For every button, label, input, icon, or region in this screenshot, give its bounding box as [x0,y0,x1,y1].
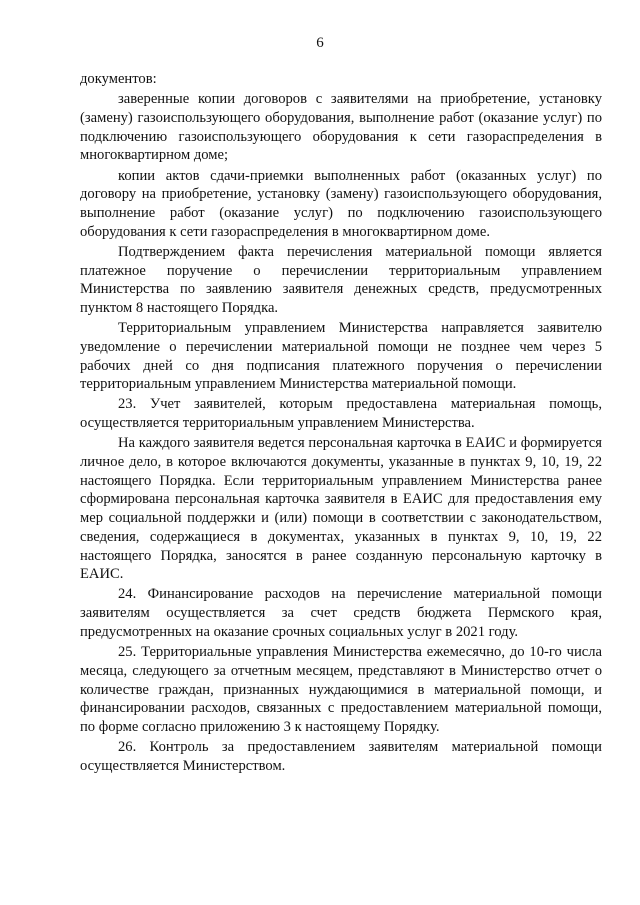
paragraph-item-23: 23. Учет заявителей, которым предоставлена материальная помощь, осуществляется территориальным управлением Министерства. [80,396,602,432]
page-number: 6 [316,35,324,51]
paragraph-acceptance-acts: копии актов сдачи-приемки выполненных работ (оказанных услуг) по договору на приобретение, установку (замену) газоиспользующего оборудования, выполнение работ (оказание услуг) по подключению газоиспользующего оборудования к сети газораспределения в многоквартирном доме. [80,167,602,240]
paragraph-item-24: 24. Финансирование расходов на перечисление материальной помощи заявителям осуществляется за счет средств бюджета Пермского края, предусмотренных на оказание срочных социальных услуг в 2021 году. [80,586,602,640]
paragraph-item-26: 26. Контроль за предоставлением заявителям материальной помощи осуществляется Министерством. [80,739,602,774]
paragraph-payment-confirmation: Подтверждением факта перечисления материальной помощи является платежное поручение о перечислении территориальным управлением Министерства по заявлению заявителя денежных средств, предусмотренных пунктом 8 настоящего Порядка. [80,243,602,316]
paragraph-item-25: 25. Территориальные управления Министерства ежемесячно, до 10-го числа месяца, следующего за отчетным месяцем, представляют в Министерство отчет о количестве граждан, признанных нуждающимися в материальной помощи, и финансировании расходов, связанных с предоставлением материальной помощи, по форме согласно приложению 3 к настоящему Порядку. [80,644,602,735]
paragraph-contract-copies: заверенные копии договоров с заявителями на приобретение, установку (замену) газоиспользующего оборудования, выполнение работ (оказание услуг) по подключению газоиспользующего оборудования к сети газораспределения в многоквартирном доме; [80,91,602,164]
paragraph-notification: Территориальным управлением Министерства направляется заявителю уведомление о перечислении материальной помощи не позднее чем через 5 рабочих дней со дня подписания платежного поручения о перечислении территориальным управлением Министерства материальной помощи. [80,320,602,393]
document-body [80,70,602,777]
paragraph-personal-card: На каждого заявителя ведется персональная карточка в ЕАИС и формируется личное дело, в которое включаются документы, указанные в пунктах 9, 10, 19, 22 настоящего Порядка. Если территориальным управлением Министерства ранее сформирована персональная карточка заявителя в ЕАИС для предоставления ему мер социальной поддержки и (или) помощи в соответствии с законодательством, сведения, содержащиеся в документах, указанных в пунктах 9, 10, 19, 22 настоящего Порядка, заносятся в ранее созданную персональную карточку в ЕАИС. [80,435,602,583]
paragraph-documents-continuation: документов: [80,71,157,87]
